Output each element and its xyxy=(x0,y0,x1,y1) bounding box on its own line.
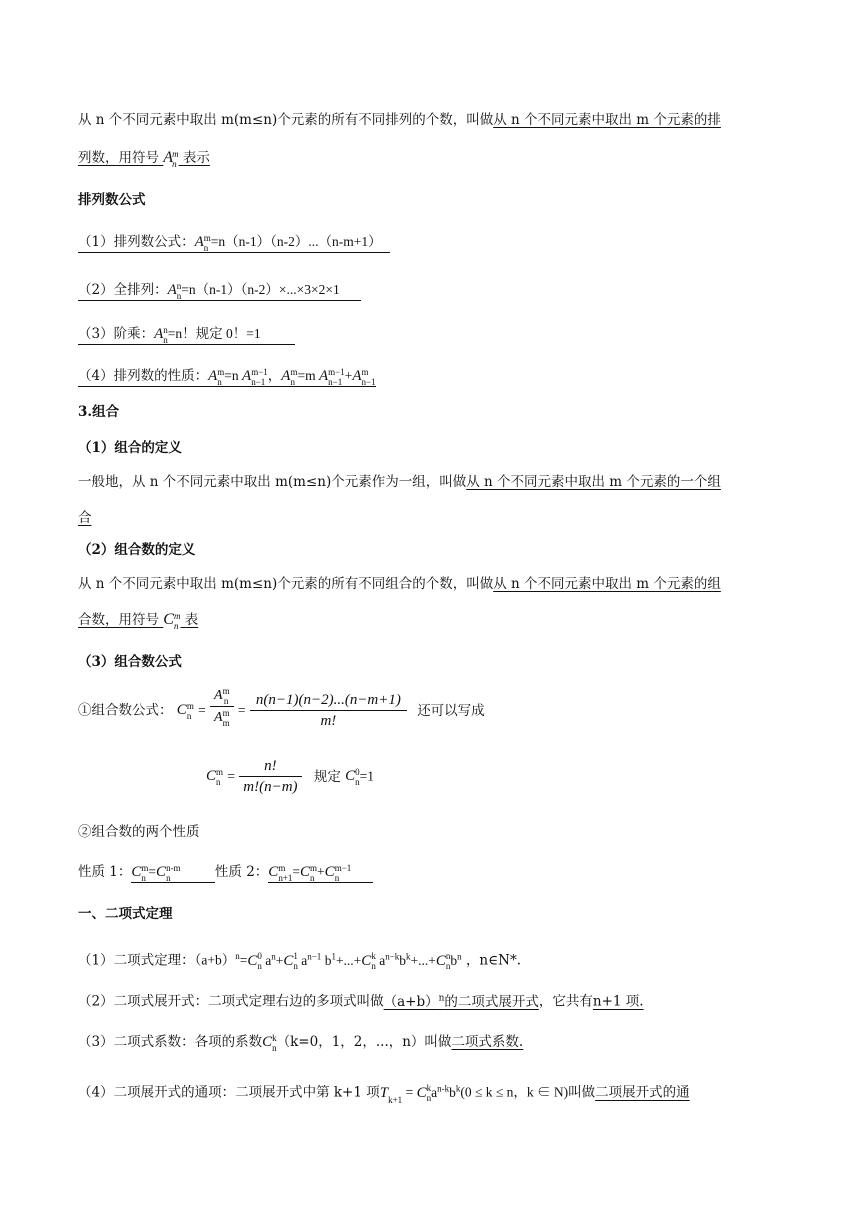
perm-formula-3: （3）阶乘：A n n =n！规定 0！=1 xyxy=(78,324,295,345)
combo-sub1: （1）组合的定义 xyxy=(78,440,182,456)
perm-formula-1: （1）排列数公式：A m n =n（n-1）（n-2）...（n-m+1） xyxy=(78,232,390,253)
perm-symbol: A n n xyxy=(167,280,182,301)
perm-def-underlined: 从 n 个不同元素中取出 m 个元素的排 xyxy=(493,112,721,128)
perm-formula-4: （4）排列数的性质：A m n =n A m−1 n−1 ，A m n =m A m−1 n−1 +A m n−1 xyxy=(78,366,376,387)
combo-def1-line1: 一般地，从 n 个不同元素中取出 m(m≤n)个元素作为一组，叫做从 n 个不同元素中取出 m 个元素的一个组 xyxy=(78,474,721,490)
perm-definition-line2 xyxy=(78,148,210,169)
combo-symbol: C m n xyxy=(163,610,181,631)
combo-props-label: ②组合数的两个性质 xyxy=(78,824,200,840)
combo-heading: 3.组合 xyxy=(78,404,120,420)
perm-def-text: 从 n 个不同元素中取出 m(m≤n)个元素的所有不同排列的个数，叫做 xyxy=(78,112,494,128)
binomial-expansion: （2）二项式展开式：二项式定理右边的多项式叫做$(a+b)^n$的二项式展开式，它共有n+1 项. xyxy=(78,993,644,1010)
perm-formula-2: （2）全排列：A n n =n（n-1）（n-2）×...×3×2×1 xyxy=(78,280,361,301)
binomial-theorem: （1）二项式定理：$(a+b)^n=C$ 0 n $a^n+C$ 1 n $a^{n-1}$ $b^1+...+C$ k n $a^{n-k}b^k+...+C$ n n $b^n$ ，n∈N*. xyxy=(78,951,521,972)
perm-symbol: A m n xyxy=(194,232,211,253)
combo-formula-1: ①组合数公式： C m n = A m n A m m = $\frac{n(n-1)(n-2)...(n-m+1)}{m!}$ 还可以写成 xyxy=(78,685,485,729)
combo-sub2: （2）组合数的定义 xyxy=(78,542,196,558)
perm-symbol: A n n xyxy=(154,324,168,345)
perm-formula-heading: 排列数公式 xyxy=(78,192,146,208)
combo-def2-line2: 合数，用符号 C m n 表 xyxy=(78,610,199,631)
combo-def2-line1: 从 n 个不同元素中取出 m(m≤n)个元素的所有不同组合的个数，叫做从 n 个不同元素中取出 m 个元素的组 xyxy=(78,576,721,592)
combo-sub3: （3）组合数公式 xyxy=(78,654,182,670)
perm-def-underlined-2: 列数，用符号 A m n 表示 xyxy=(78,148,210,169)
binomial-general-term: （4）二项展开式的通项：二项展开式中第 k+1 项Tk+1 = C k n $a^{n-k}b^k(0 \le k \le n$，k ∈ N)叫做二项展开式的通 xyxy=(78,1083,690,1105)
perm-symbol: A m n xyxy=(163,148,179,169)
combo-def1-line2: 合 xyxy=(78,510,92,526)
binomial-heading: 一、二项式定理 xyxy=(78,906,173,922)
perm-definition-line1 xyxy=(78,110,721,130)
combo-formula-2: C m n = $\frac{n!}{m!(n-m)}$ 规定 C 0 n =1 xyxy=(206,758,375,795)
binomial-coefficient: （3）二项式系数：各项的系数C k n （k=0，1，2，...，n）叫做二项式系数. xyxy=(78,1032,524,1053)
combo-properties: 性质 1：C m n =C n-m n 性质 2：C m n+1 =C m n +C m−1 n xyxy=(78,862,373,883)
